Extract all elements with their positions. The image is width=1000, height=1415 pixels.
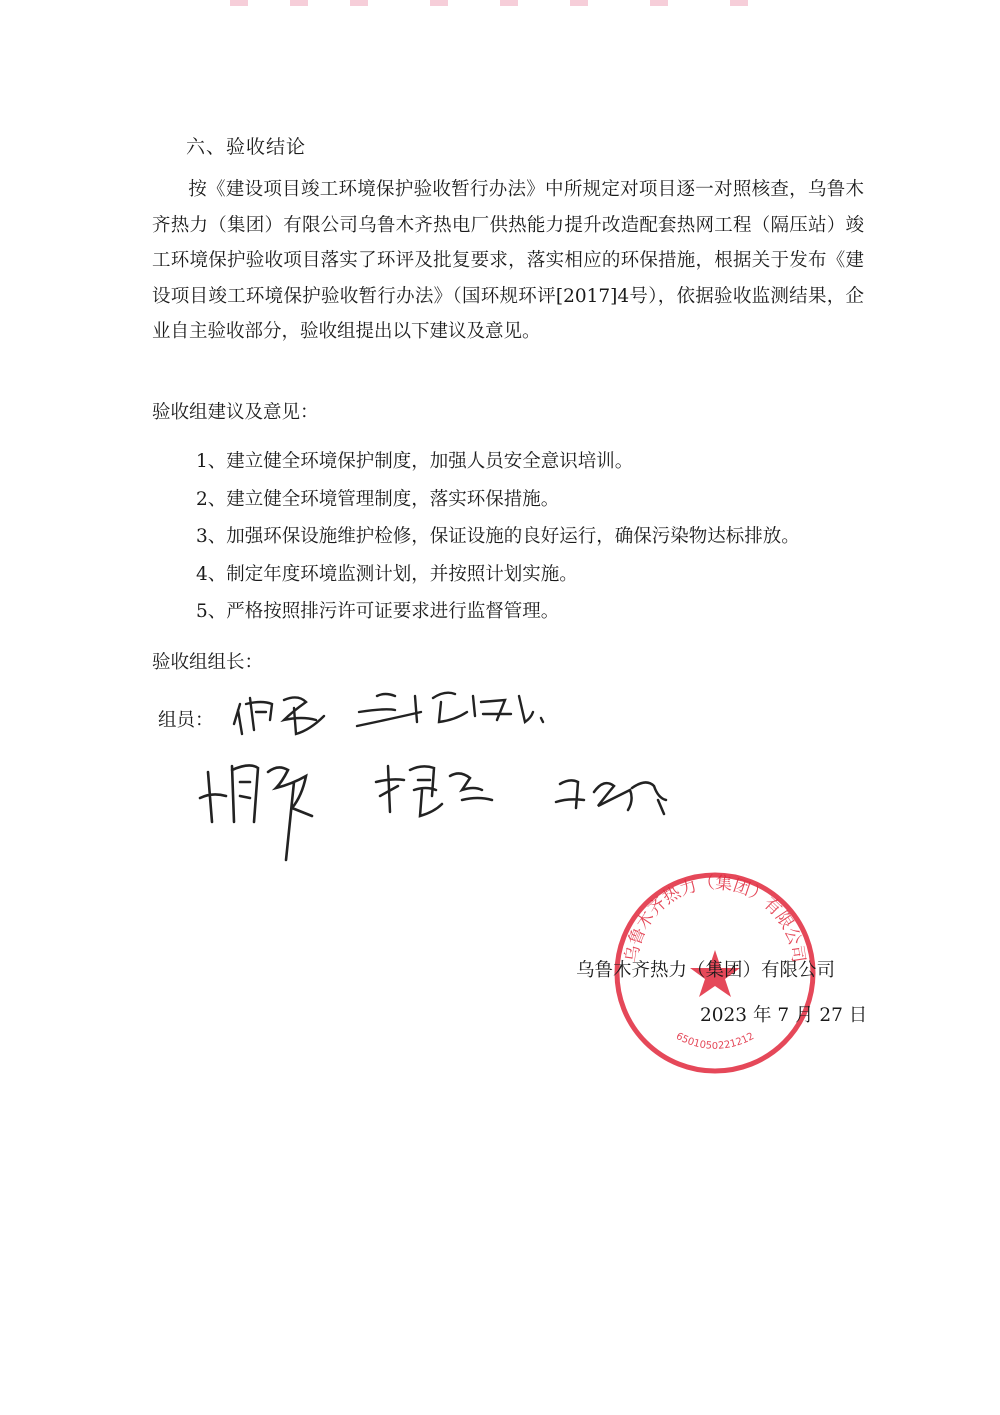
seal-text: 乌鲁木齐热力（集团）有限公司 [621, 873, 809, 964]
suggestions-title: 验收组建议及意见： [152, 402, 319, 423]
scan-edge-marks [230, 0, 790, 8]
suggestion-item: 4、制定年度环境监测计划，并按照计划实施。 [196, 563, 578, 585]
suggestion-item: 3、加强环保设施维护检修，保证设施的良好运行，确保污染物达标排放。 [196, 526, 800, 547]
signature-2 [355, 682, 555, 732]
company-name: 乌鲁木齐热力（集团）有限公司 [576, 960, 836, 981]
seal-number: 6501050221212 [673, 1030, 757, 1052]
signing-date: 2023 年 7 月 27 日 [700, 1005, 868, 1026]
suggestion-item: 5、严格按照排污许可证要求进行监督管理。 [196, 601, 560, 622]
suggestions-list [196, 450, 800, 638]
conclusion-paragraph [152, 172, 864, 350]
conclusion-text: 按《建设项目竣工环境保护验收暂行办法》中所规定对项目逐一对照核查，乌鲁木齐热力（集团）有限公司乌鲁木齐热电厂供热能力提升改造配套热网工程（隔压站）竣工环境保护验收项目落实了环评及批复要求，落实相应的环保措施，根据关于发布《建设项目竣工环境保护验收暂行办法》（国环规环评[2017]4号），依据验收监测结果，企业自主验收部分，验收组提出以下建议及意见。 [152, 179, 864, 343]
section-heading: 六、验收结论 [186, 136, 307, 158]
suggestion-item: 1、建立健全环境保护制度，加强人员安全意识培训。 [196, 451, 634, 472]
members-label: 组员： [158, 710, 214, 731]
signature-4 [374, 756, 514, 826]
signature-1 [232, 690, 332, 740]
suggestion-item: 2、建立健全环境管理制度，落实环保措施。 [196, 488, 560, 510]
signature-3 [198, 752, 328, 862]
leader-label: 验收组组长： [152, 652, 264, 673]
signature-5 [554, 764, 684, 824]
